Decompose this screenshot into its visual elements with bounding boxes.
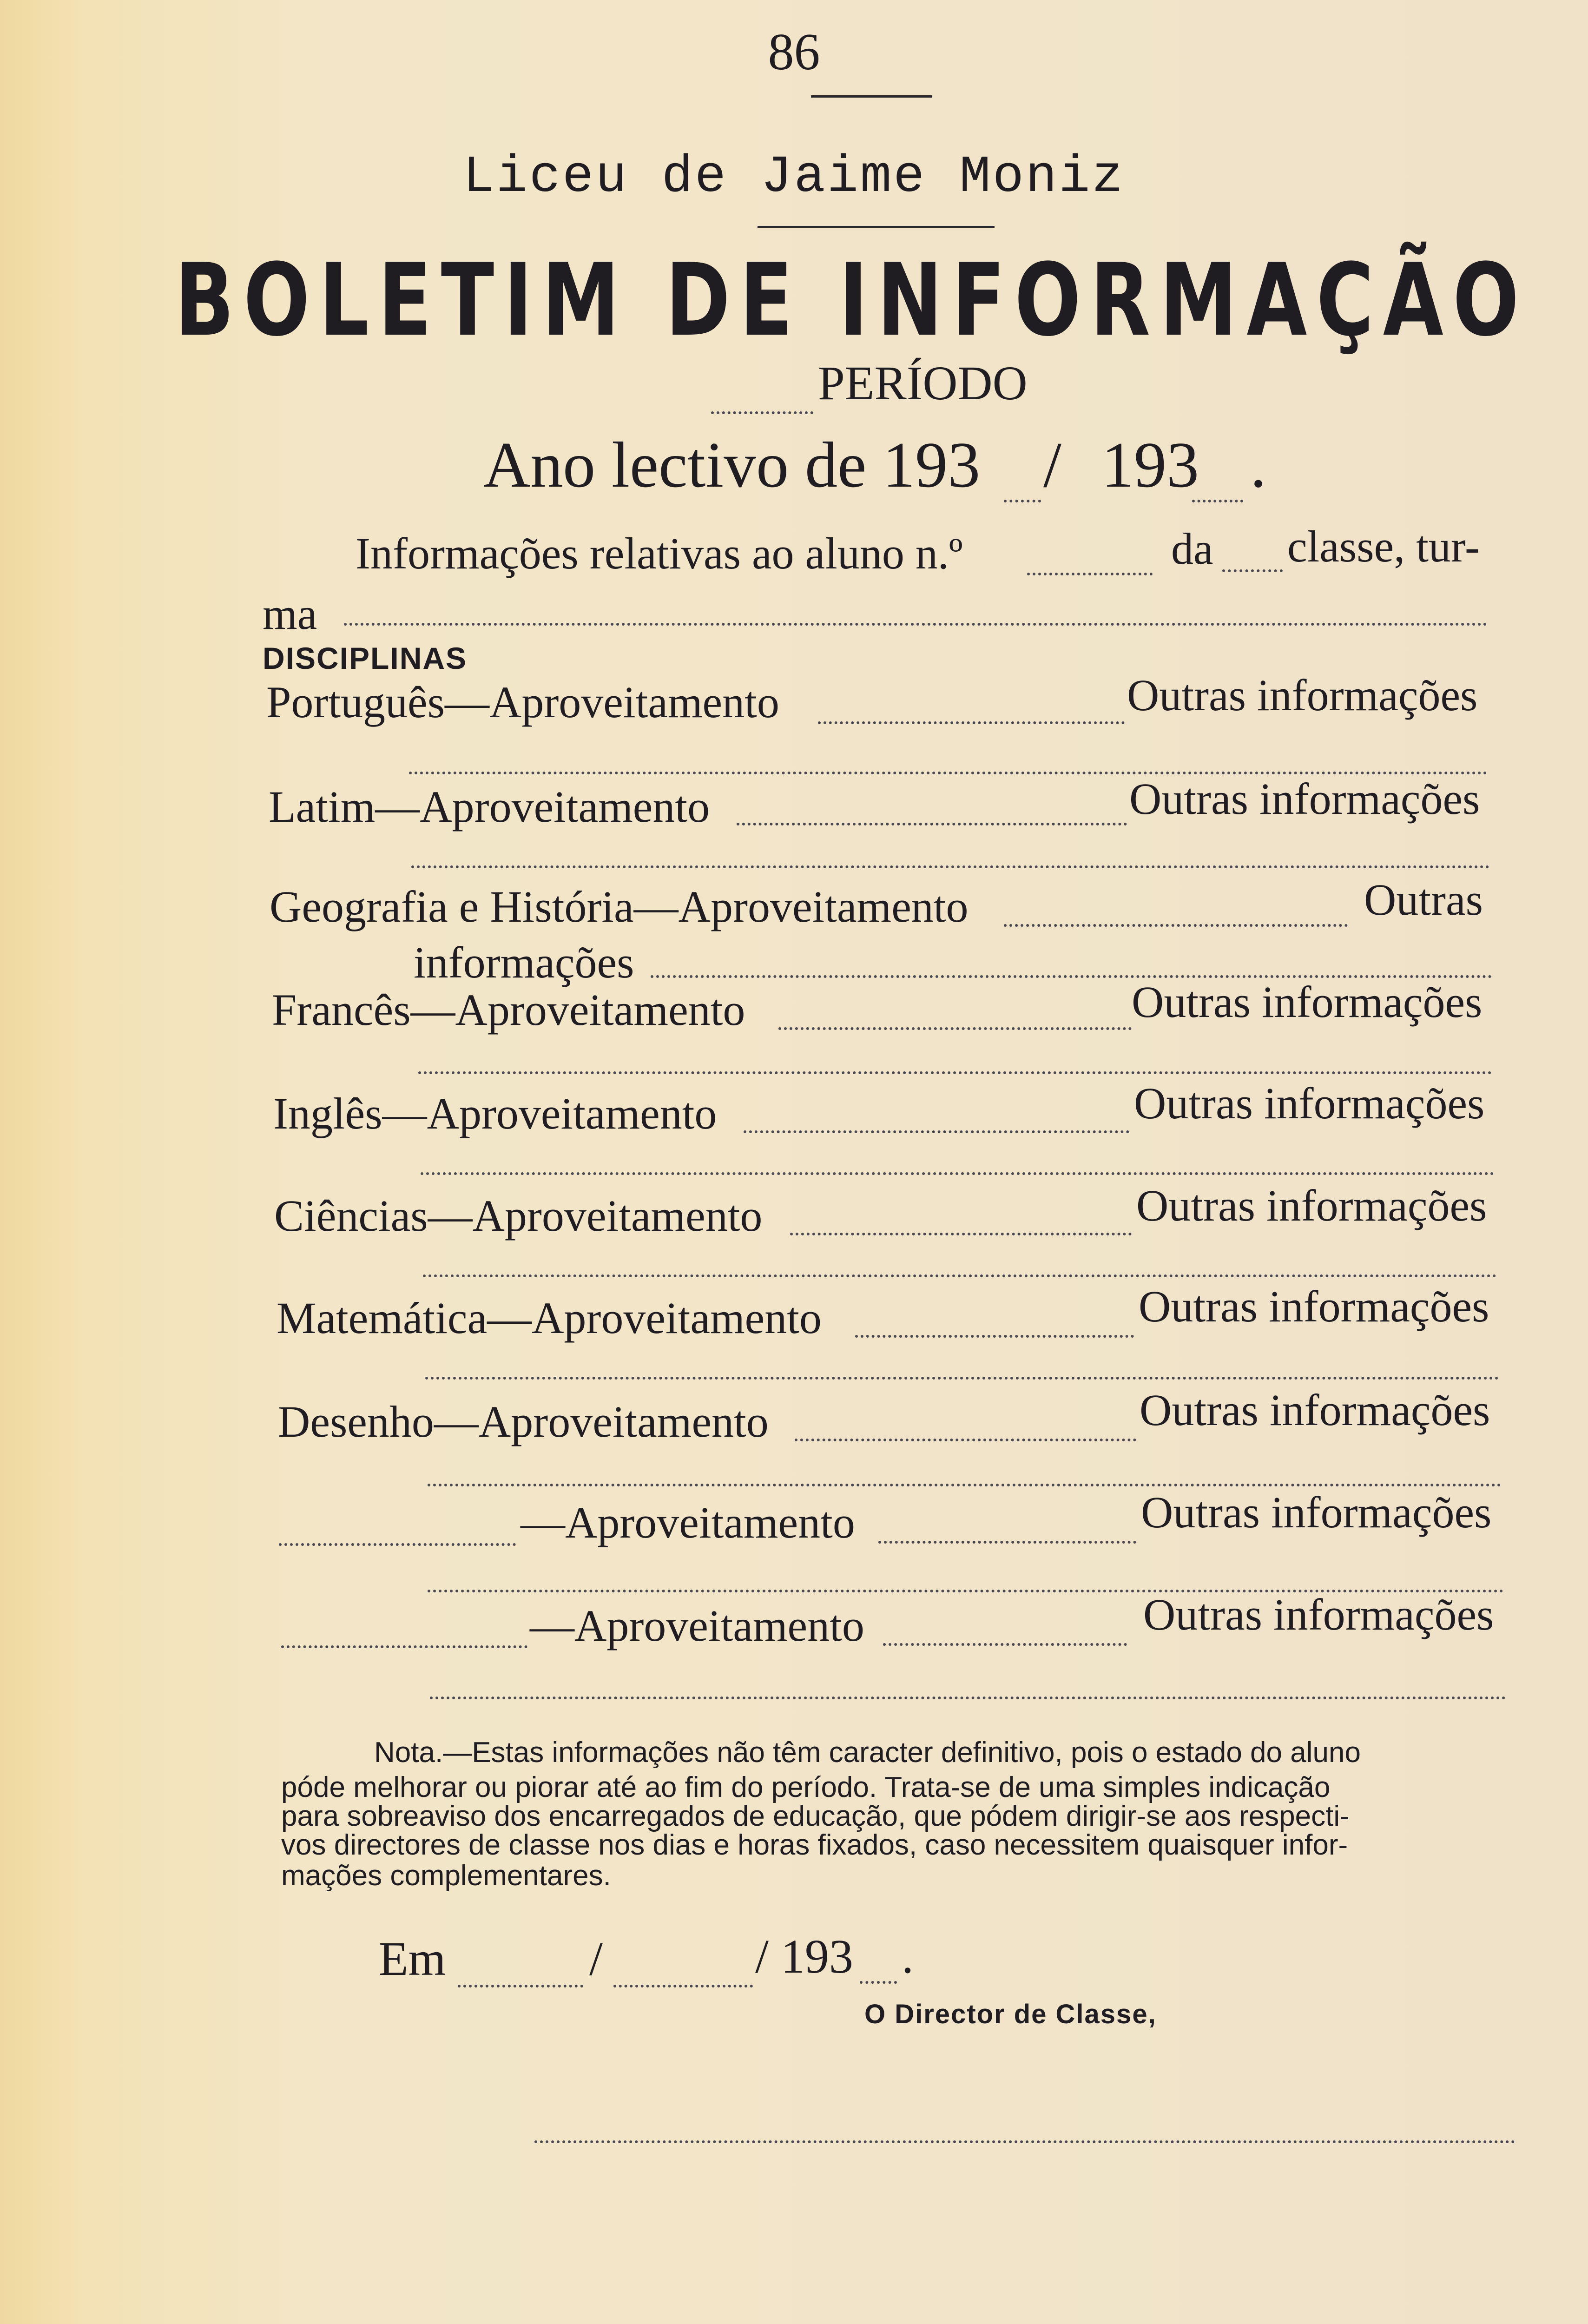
- date-year-label: / 193: [755, 1930, 853, 1983]
- student-number-blank: [1027, 573, 1153, 575]
- subject-label: Desenho—Aproveitamento: [278, 1397, 769, 1446]
- turma-blank: [344, 623, 1487, 626]
- turma-label: ma: [263, 589, 317, 639]
- outras-informacoes-label: Outras informações: [1134, 1078, 1485, 1128]
- form-title: BOLETIM DE INFORMAÇÃO: [174, 242, 1529, 358]
- nota-line: póde melhorar ou piorar até ao fim do período. Trata-se de uma simples indicação: [281, 1771, 1331, 1803]
- page-number: 86: [768, 23, 820, 81]
- subject-label: Matemática—Aproveitamento: [277, 1293, 822, 1343]
- title-divider: [758, 226, 995, 228]
- subject-name-blank: [281, 1645, 527, 1648]
- nota-line: Nota.—Estas informações não têm caracter definitivo, pois o estado do aluno: [374, 1736, 1361, 1769]
- outras-informacoes-label: Outras informações: [1140, 1385, 1490, 1435]
- disciplinas-header: DISCIPLINAS: [263, 641, 468, 675]
- nota-line: mações complementares.: [281, 1860, 611, 1892]
- aproveitamento-blank: [790, 1233, 1132, 1235]
- aproveitamento-blank: [883, 1643, 1127, 1646]
- outras-informacoes-blank: [411, 865, 1489, 868]
- page-number-rule: [811, 95, 932, 98]
- aproveitamento-blank: [818, 721, 1125, 724]
- nota-line: para sobreaviso dos encarregados de educação, que pódem dirigir-se aos respecti-: [281, 1800, 1350, 1832]
- outras-informacoes-label: Outras informações: [1129, 774, 1480, 824]
- outras-informacoes-blank: [425, 1377, 1499, 1380]
- outras-informacoes-blank: [421, 1172, 1494, 1175]
- outras-informacoes-label: Outras informações: [1143, 1590, 1494, 1639]
- outras-informacoes-label: Outras informações: [1139, 1281, 1489, 1331]
- periodo-label: PERÍODO: [818, 357, 1028, 410]
- ano-blank-2: [1192, 500, 1243, 502]
- outras-informacoes-blank: [423, 1274, 1496, 1277]
- subject-label: Latim—Aproveitamento: [269, 782, 710, 832]
- date-slash: /: [589, 1932, 603, 1986]
- subject-label: Inglês—Aproveitamento: [273, 1089, 717, 1138]
- subject-label: —Aproveitamento: [521, 1498, 855, 1547]
- outras-informacoes-label-cont: informações: [414, 938, 634, 987]
- aproveitamento-blank: [737, 823, 1127, 825]
- date-day-blank: [458, 1985, 583, 1987]
- nota-line: vos directores de classe nos dias e horas fixados, caso necessitem quaisquer infor-: [281, 1829, 1348, 1861]
- ano-lectivo-end: .: [1250, 429, 1266, 501]
- ano-lectivo-label: Ano lectivo de 193: [483, 429, 981, 501]
- classe-blank: [1222, 569, 1283, 572]
- date-month-blank: [613, 1985, 753, 1987]
- student-info-label: Informações relativas ao aluno n.º: [356, 528, 963, 578]
- outras-informacoes-label: Outras informações: [1141, 1487, 1492, 1537]
- aproveitamento-blank: [1004, 924, 1348, 927]
- subject-label: Português—Aproveitamento: [266, 677, 779, 727]
- school-name: Liceu de Jaime Moniz: [463, 148, 1125, 207]
- subject-label: Geografia e História—Aproveitamento: [270, 882, 969, 931]
- subject-label: Francês—Aproveitamento: [272, 985, 745, 1035]
- aproveitamento-blank: [778, 1027, 1132, 1030]
- aproveitamento-blank: [855, 1335, 1134, 1338]
- outras-informacoes-label: Outras informações: [1136, 1181, 1487, 1230]
- subject-label: —Aproveitamento: [530, 1601, 864, 1651]
- date-em-label: Em: [379, 1932, 446, 1986]
- outras-informacoes-label: Outras: [1364, 875, 1483, 924]
- signature-blank: [534, 2140, 1515, 2143]
- aproveitamento-blank: [878, 1541, 1136, 1544]
- classe-label: classe, tur-: [1287, 522, 1480, 571]
- ano-lectivo-year2: 193: [1101, 429, 1199, 501]
- da-label: da: [1171, 524, 1213, 574]
- outras-informacoes-label: Outras informações: [1132, 977, 1483, 1027]
- aproveitamento-blank: [795, 1439, 1136, 1441]
- aproveitamento-blank: [744, 1130, 1129, 1133]
- signature-label: O Director de Classe,: [864, 1999, 1157, 2029]
- periodo-blank: [711, 411, 813, 414]
- outras-informacoes-label: Outras informações: [1127, 670, 1478, 720]
- subject-name-blank: [279, 1543, 516, 1546]
- date-end: .: [902, 1930, 914, 1983]
- ano-lectivo-slash: /: [1043, 429, 1061, 501]
- subject-label: Ciências—Aproveitamento: [274, 1191, 763, 1241]
- outras-informacoes-blank: [430, 1697, 1506, 1699]
- outras-informacoes-blank: [418, 1071, 1492, 1074]
- ano-blank-1: [1004, 500, 1041, 502]
- date-year-blank: [860, 1981, 897, 1984]
